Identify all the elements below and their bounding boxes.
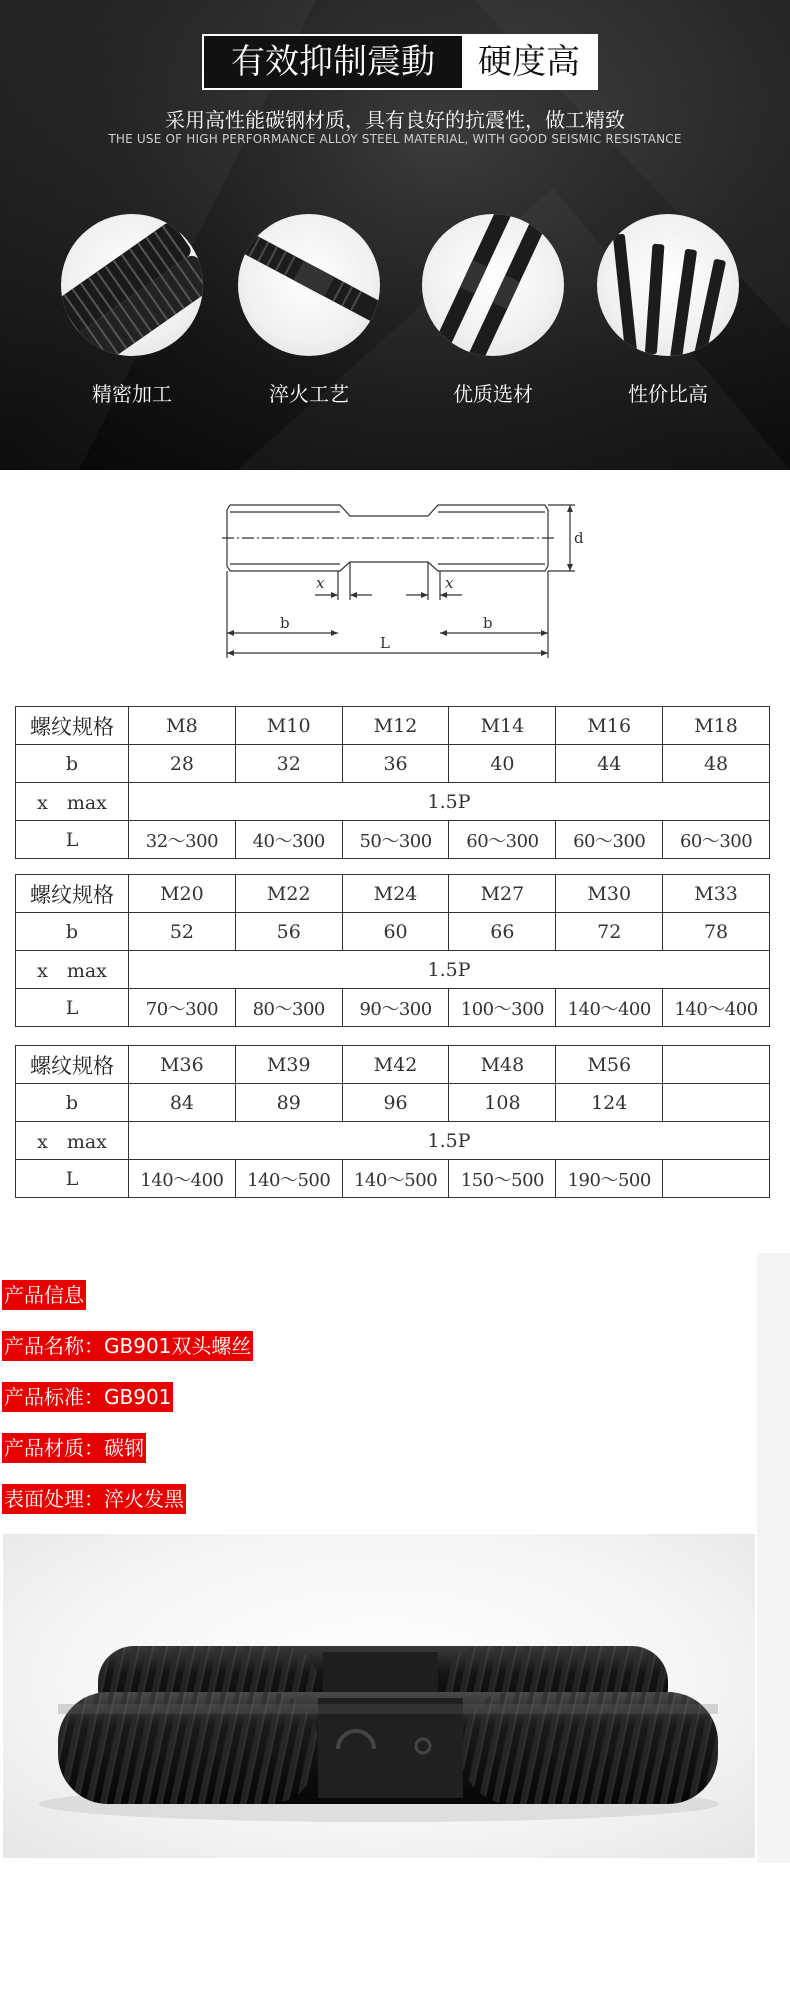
table-cell: L	[16, 821, 129, 859]
product-photo	[3, 1534, 755, 1858]
product-info-heading: 产品信息	[2, 1280, 86, 1310]
table-cell: 40	[449, 745, 556, 783]
feature-precision	[61, 214, 203, 407]
table-cell: b	[16, 913, 129, 951]
feature-image-material	[422, 214, 564, 356]
table-cell: b	[16, 745, 129, 783]
hero-title-right: 硬度高	[462, 36, 596, 88]
table-cell: M48	[449, 1046, 556, 1084]
table-row	[16, 821, 770, 859]
table-cell	[663, 1046, 770, 1084]
product-name: 产品名称：GB901双头螺丝	[2, 1331, 253, 1361]
table-cell: L	[16, 1160, 129, 1198]
stud-dimension-diagram	[200, 488, 600, 673]
table-cell: 78	[663, 913, 770, 951]
table-cell: 60	[342, 913, 449, 951]
table-row	[16, 707, 770, 745]
table-cell: 48	[663, 745, 770, 783]
table-cell: 40～300	[235, 821, 342, 859]
table-cell: 60～300	[663, 821, 770, 859]
table-cell: 90～300	[342, 989, 449, 1027]
label-x-right: x	[445, 574, 454, 592]
table-cell: M27	[449, 875, 556, 913]
table-cell: M30	[556, 875, 663, 913]
product-material: 产品材质：碳钢	[2, 1433, 146, 1463]
table-cell: 螺纹规格	[16, 875, 129, 913]
product-surface-treatment: 表面处理：淬火发黑	[2, 1484, 186, 1514]
spec-table-2	[15, 874, 770, 1027]
table-row	[16, 1160, 770, 1198]
table-cell: 32	[235, 745, 342, 783]
table-cell: M12	[342, 707, 449, 745]
table-cell: M18	[663, 707, 770, 745]
table-cell: 36	[342, 745, 449, 783]
table-cell: 32～300	[129, 821, 236, 859]
spec-table-3	[15, 1045, 770, 1198]
table-cell: x max	[16, 783, 129, 821]
feature-image-quenching	[238, 214, 380, 356]
hero-subtitle: 采用高性能碳钢材质，具有良好的抗震性，做工精致	[165, 108, 625, 132]
table-cell: M42	[342, 1046, 449, 1084]
table-cell: 84	[129, 1084, 236, 1122]
table-cell: 124	[556, 1084, 663, 1122]
feature-quenching	[238, 214, 380, 407]
table-cell: b	[16, 1084, 129, 1122]
table-cell: 60～300	[449, 821, 556, 859]
table-cell: 1.5P	[129, 951, 770, 989]
table-row	[16, 1122, 770, 1160]
table-cell: M33	[663, 875, 770, 913]
feature-label: 淬火工艺	[269, 382, 349, 406]
table-row	[16, 989, 770, 1027]
feature-value	[597, 214, 739, 407]
table-cell: 1.5P	[129, 783, 770, 821]
feature-image-precision	[61, 214, 203, 356]
hero-title	[202, 34, 598, 90]
table-cell: 66	[449, 913, 556, 951]
table-cell: 52	[129, 913, 236, 951]
table-cell: 50～300	[342, 821, 449, 859]
hero-banner	[0, 0, 790, 470]
feature-label: 精密加工	[92, 382, 172, 406]
table-cell: 60～300	[556, 821, 663, 859]
table-cell: M20	[129, 875, 236, 913]
table-row	[16, 875, 770, 913]
feature-material	[422, 214, 564, 407]
table-cell: 100～300	[449, 989, 556, 1027]
table-cell: x max	[16, 1122, 129, 1160]
table-cell: M56	[556, 1046, 663, 1084]
label-x-left: x	[316, 574, 325, 592]
feature-image-value	[597, 214, 739, 356]
table-cell: M14	[449, 707, 556, 745]
table-cell: 108	[449, 1084, 556, 1122]
label-d: d	[574, 529, 584, 547]
table-cell: 70～300	[129, 989, 236, 1027]
table-row	[16, 745, 770, 783]
table-row	[16, 913, 770, 951]
feature-label: 性价比高	[628, 382, 708, 406]
table-cell: M10	[235, 707, 342, 745]
product-standard: 产品标准：GB901	[2, 1382, 173, 1412]
table-cell: 190～500	[556, 1160, 663, 1198]
feature-label: 优质选材	[453, 382, 533, 406]
table-cell: 螺纹规格	[16, 1046, 129, 1084]
table-cell: 140～400	[129, 1160, 236, 1198]
table-cell: 28	[129, 745, 236, 783]
table-cell: M8	[129, 707, 236, 745]
table-cell: 1.5P	[129, 1122, 770, 1160]
table-cell: 44	[556, 745, 663, 783]
table-cell: 96	[342, 1084, 449, 1122]
hero-title-left: 有效抑制震動	[204, 36, 462, 88]
label-L: L	[380, 634, 390, 652]
table-cell: M22	[235, 875, 342, 913]
table-cell: 螺纹规格	[16, 707, 129, 745]
table-cell: 140～400	[556, 989, 663, 1027]
hero-subtitle-en: THE USE OF HIGH PERFORMANCE ALLOY STEEL MATERIAL, WITH GOOD SEISMIC RESISTANCE	[108, 132, 682, 146]
table-cell: x max	[16, 951, 129, 989]
table-row	[16, 1084, 770, 1122]
table-row	[16, 951, 770, 989]
label-b-left: b	[280, 614, 290, 632]
table-cell: M36	[129, 1046, 236, 1084]
spec-table-1	[15, 706, 770, 859]
table-row	[16, 1046, 770, 1084]
table-cell: 80～300	[235, 989, 342, 1027]
table-cell	[663, 1160, 770, 1198]
label-b-right: b	[483, 614, 493, 632]
table-row	[16, 783, 770, 821]
table-cell: 140～500	[235, 1160, 342, 1198]
table-cell: M39	[235, 1046, 342, 1084]
table-cell: 89	[235, 1084, 342, 1122]
table-cell: M16	[556, 707, 663, 745]
table-cell: M24	[342, 875, 449, 913]
table-cell: 150～500	[449, 1160, 556, 1198]
right-edge-strip	[757, 1253, 790, 1863]
table-cell: 72	[556, 913, 663, 951]
table-cell: 140～400	[663, 989, 770, 1027]
table-cell: 140～500	[342, 1160, 449, 1198]
table-cell	[663, 1084, 770, 1122]
table-cell: 56	[235, 913, 342, 951]
table-cell: L	[16, 989, 129, 1027]
